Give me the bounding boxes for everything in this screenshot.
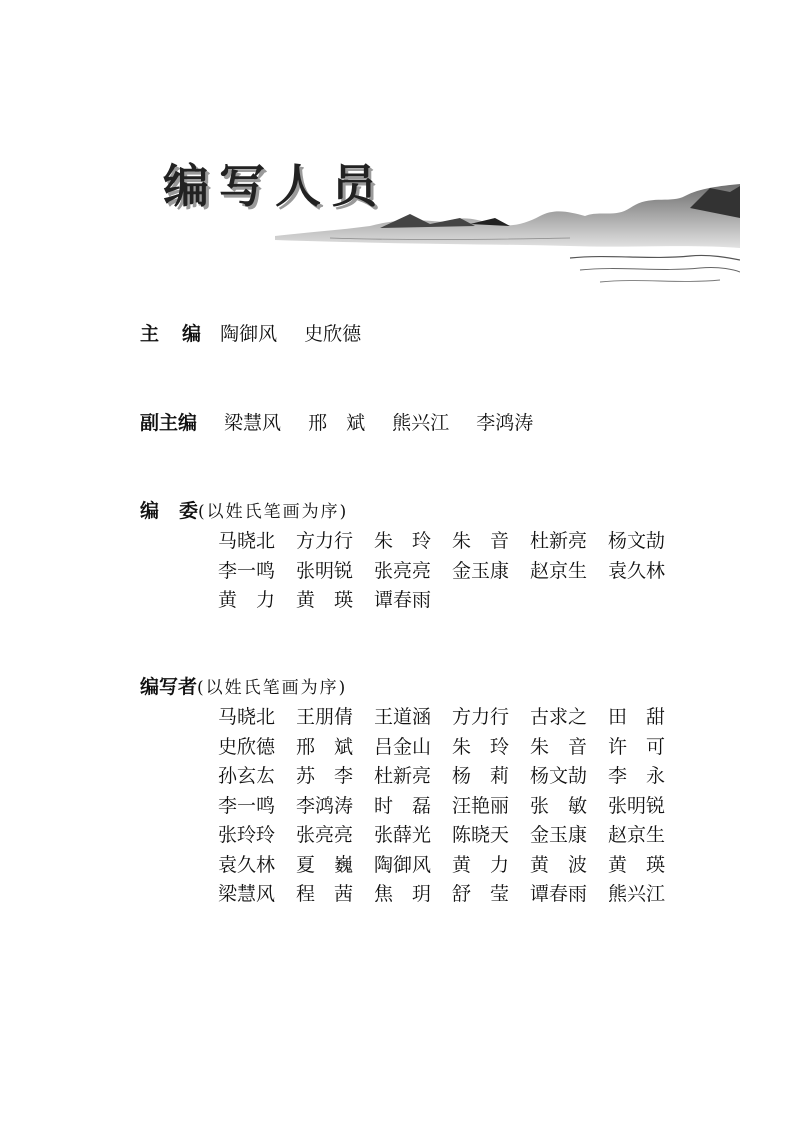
writers-list <box>218 703 686 910</box>
writer-name: 梁慧风 <box>218 883 276 905</box>
committee-name: 张亮亮 <box>374 559 432 582</box>
writer-name: 杨文劼 <box>530 765 588 787</box>
writer-name: 张亮亮 <box>296 824 354 846</box>
writer-name: 陶御风 <box>374 853 432 876</box>
writer-name: 史欣德 <box>218 735 276 758</box>
writer-name: 夏 巍 <box>296 853 354 876</box>
writer-name: 杨 莉 <box>452 765 510 787</box>
writer-name: 邢 斌 <box>296 735 354 758</box>
chief-editor-name: 陶御风 <box>220 323 278 345</box>
writer-name: 汪艳丽 <box>452 794 510 817</box>
writers-row <box>218 733 686 763</box>
writers-label: 编写者 <box>140 676 198 698</box>
writer-name: 谭春雨 <box>530 883 588 905</box>
writer-name: 王朋倩 <box>296 706 354 728</box>
writer-name: 李一鸣 <box>218 794 276 817</box>
writers-row <box>218 821 686 851</box>
landscape-illustration <box>270 178 740 290</box>
committee-name: 赵京生 <box>530 559 588 582</box>
writer-name: 袁久林 <box>218 853 276 876</box>
writer-name: 陈晓天 <box>452 824 510 846</box>
writer-name: 王道涵 <box>374 706 432 728</box>
deputy-editor-label: 副主编 <box>140 412 198 434</box>
writers-row <box>218 762 686 792</box>
committee-name: 黄 瑛 <box>296 589 354 611</box>
committee-list <box>218 527 686 616</box>
committee-name: 杜新亮 <box>530 530 588 552</box>
writer-name: 苏 李 <box>296 765 354 787</box>
writer-name: 方力行 <box>452 706 510 728</box>
committee-name: 朱 音 <box>452 530 510 552</box>
committee-name: 谭春雨 <box>374 589 432 611</box>
committee-name: 朱 玲 <box>374 530 432 552</box>
committee-row <box>218 527 686 557</box>
writers-row <box>218 703 686 733</box>
writers-row <box>218 792 686 822</box>
writer-name: 张薛光 <box>374 824 432 846</box>
deputy-editor-name: 邢 斌 <box>308 412 366 434</box>
writer-name: 杜新亮 <box>374 765 432 787</box>
writer-name: 焦 玥 <box>374 883 432 905</box>
committee-name: 李一鸣 <box>218 559 276 582</box>
committee-label: 编委 <box>140 500 219 522</box>
writer-name: 黄 力 <box>452 853 510 876</box>
deputy-editor-row <box>140 409 554 438</box>
writer-name: 黄 瑛 <box>608 853 666 876</box>
writer-name: 古求之 <box>530 706 588 728</box>
committee-row <box>218 586 686 616</box>
committee-name: 袁久林 <box>608 559 666 582</box>
committee-order-note: (以姓氏笔画为序) <box>198 502 349 522</box>
writer-name: 程 茜 <box>296 883 354 905</box>
deputy-editor-name: 熊兴江 <box>392 412 450 434</box>
writers-heading <box>140 673 347 703</box>
writer-name: 赵京生 <box>608 824 666 846</box>
writer-name: 张 敏 <box>530 794 588 817</box>
writer-name: 李鸿涛 <box>296 794 354 817</box>
committee-name: 马晓北 <box>218 530 276 552</box>
writer-name: 马晓北 <box>218 706 276 728</box>
committee-heading <box>140 497 348 527</box>
chief-editor-name: 史欣德 <box>304 323 362 345</box>
writer-name: 黄 波 <box>530 853 588 876</box>
writer-name: 吕金山 <box>374 735 432 758</box>
chief-editor-row <box>140 320 382 349</box>
deputy-editor-name: 李鸿涛 <box>476 412 534 434</box>
writer-name: 朱 玲 <box>452 735 510 758</box>
writer-name: 孙玄厷 <box>218 765 276 787</box>
writer-name: 金玉康 <box>530 824 588 846</box>
writers-order-note: (以姓氏笔画为序) <box>197 678 348 698</box>
committee-name: 黄 力 <box>218 589 276 611</box>
committee-name: 张明锐 <box>296 559 354 582</box>
chief-editor-label: 主编 <box>140 323 225 345</box>
writer-name: 熊兴江 <box>608 883 666 905</box>
deputy-editor-name: 梁慧风 <box>224 412 282 434</box>
committee-row <box>218 557 686 587</box>
committee-name: 金玉康 <box>452 559 510 582</box>
writer-name: 时 磊 <box>374 794 432 817</box>
writer-name: 朱 音 <box>530 735 588 758</box>
writer-name: 张明锐 <box>608 794 666 817</box>
committee-name: 杨文劼 <box>608 530 666 552</box>
writer-name: 许 可 <box>608 735 666 758</box>
writer-name: 李 永 <box>608 765 666 787</box>
writers-row <box>218 880 686 910</box>
writers-row <box>218 851 686 881</box>
page-title: 编写人员 <box>163 159 387 213</box>
writer-name: 舒 莹 <box>452 883 510 905</box>
writer-name: 张玲玲 <box>218 824 276 846</box>
writer-name: 田 甜 <box>608 706 666 728</box>
committee-name: 方力行 <box>296 530 354 552</box>
